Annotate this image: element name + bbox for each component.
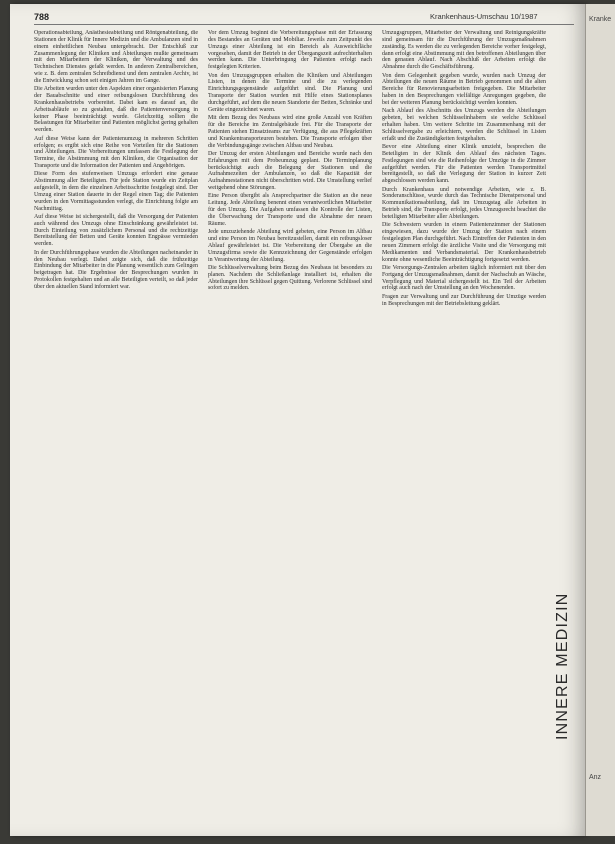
paragraph: Umzugsgruppen, Mitarbeiter der Verwaltung und Reinigungskräfte sind gemeinsam für die Durchführung der Umzugsmaßnahmen zuständig. Es werden die zu verlegenden Bereiche vorher festgelegt, dann erfolgt eine Abstimmung mit den betroffenen Abteilungen über den genauen Ablauf. Nach Abschluß der Arbeiten erfolgt die Abnahme durch die Geschäftsführung. <box>382 30 546 71</box>
adjacent-page-title-fragment: Kranke <box>589 16 612 23</box>
page-number: 788 <box>34 12 50 22</box>
adjacent-page-edge <box>585 4 615 836</box>
paragraph: Die Schwestern wurden in einem Patientenzimmer der Stationen eingewiesen, dazu wurde der Umzug der Station nach einem festgelegten Plan durchgeführt. Nach Eintreffen der Patienten in den neuen Zimmern erfolgt die ärztliche Visite und die Versorgung mit Medikamenten und Verbandsmaterial. Der Krankenhausbetrieb konnte ohne wesentliche Beeinträchtigung fortgesetzt werden. <box>382 222 546 263</box>
paragraph: Vor dem Umzug beginnt die Vorbereitungsphase mit der Erfassung des Bestandes an Geräten und Mobiliar. Jeweils zum Zeitpunkt des Umzugs einer Abteilung ist ein Bereich als Ausweichfläche vorgesehen, damit der Betrieb in der Übergangszeit aufrechterhalten werden kann. Die Unterbringung der Patienten erfolgt nach festgelegten Kriterien. <box>208 30 372 71</box>
paragraph: Nach Ablauf des Abschnitts des Umzugs werden die Abteilungen gebeten, bei welchen Schlüsselinhabern sie welche Schlüssel erhalten haben. Um weitere Schritte im Zusammenhang mit der Schlüsselvergabe zu erleichtern, werden die Schlüssel in Listen erfaßt und die Zuständigkeiten festgehalten. <box>382 108 546 142</box>
paragraph: Bevor eine Abteilung einer Klinik umzieht, besprechen die Beteiligten in der Klinik den Ablauf des nächsten Tages. Festlegungen sind wie die Reihenfolge der Umzüge in die Zimmer aufgeführt werden. Für die Patienten werden Transportmittel bereitgestellt, so daß die Verlegung der Station in kurzer Zeit abgeschlossen werden kann. <box>382 144 546 185</box>
running-head: Krankenhaus-Umschau 10/1987 <box>430 12 538 21</box>
header-rule <box>34 24 574 25</box>
paragraph: Fragen zur Verwaltung und zur Durchführung der Umzüge werden in Besprechungen mit der Betriebsleitung geklärt. <box>382 293 546 307</box>
paragraph: Diese Form des stufenweisen Umzugs erfordert eine genaue Abstimmung aller Beteiligten. Für jede Station wurde ein Zeitplan aufgestellt, in dem die einzelnen Arbeitsschritte festgelegt sind. Der Umzug einer Station dauerte in der Regel einen Tag; die Patienten wurden in den Vormittagsstunden verlegt, die Einrichtung folgte am Nachmittag. <box>34 171 198 212</box>
text-column-2 <box>208 30 372 818</box>
section-side-tab-label: INNERE MEDIZIN <box>554 592 571 740</box>
paragraph: Die Arbeiten wurden unter den Aspekten einer organisierten Planung der Bauabschnitte und einer reibungslosen Durchführung des Krankenhausbetriebs vorbereitet. Dabei kam es darauf an, die Arbeitsabläufe so zu gestalten, daß die Patientenversorgung in keiner Phase beeinträchtigt wurde. Gleichzeitig sollten die Belastungen für Mitarbeiter und Patienten möglichst gering gehalten werden. <box>34 86 198 134</box>
adjacent-page-side-fragment: Anz <box>589 774 602 781</box>
paragraph: Auf diese Weise kann der Patientenumzug in mehreren Schritten erfolgen; es ergibt sich eine Reihe von Vorteilen für die Stationen und Abteilungen. Die Vorbereitungen umfassen die Festlegung der Termine, die Abstimmung mit den Kliniken, die Organisation der Transporte und die Information der Patienten und Angehörigen. <box>34 135 198 170</box>
document-page <box>10 4 585 836</box>
text-columns <box>34 30 546 818</box>
paragraph: Von dem Gelegenheit gegeben wurde, wurden nach Umzug der Abteilungen die neuen Räume in Betrieb genommen und die alten Bereiche für Renovierungsarbeiten freigegeben. Die Mitarbeiter haben in den Besprechungen vielfältige Anregungen gegeben, die bei der weiteren Planung berücksichtigt werden konnten. <box>382 72 546 106</box>
paragraph: Operationsabteilung, Anästhesieabteilung und Röntgenabteilung, die Stationen der Klinik für Innere Medizin und die Ambulanzen sind in einem einheitlichen Neubau untergebracht. Der Entschluß zur Zusammenlegung der Kliniken und Abteilungen mußte gemeinsam mit den Mitarbeitern der Kliniken, der Verwaltung und des Technischen Dienstes gefaßt werden. In anderen Zentralbereichen, wie z. B. dem zentralen Schreibdienst und dem zentralen Archiv, ist die Entwicklung schon seit einigen Jahren im Gange. <box>34 30 198 84</box>
paragraph: Der Umzug der ersten Abteilungen und Bereiche wurde nach den Erfahrungen mit dem Probeumzug geplant. Die Terminplanung berücksichtigt auch die Belegung der Stationen und die Aufnahmezeiten der Ambulanzen, so daß die Kapazität der Aufnahmestationen nicht überschritten wird. Die Umstellung verlief weitgehend ohne Störungen. <box>208 150 372 192</box>
paragraph: Durch Krankenhaus und notwendige Arbeiten, wie z. B. Sonderanschlüsse, wurde durch das Technische Dienstpersonal und Kommunikationsabteilung, daß im Umzugstag alle Arbeiten in Betrieb sind, die Transporte erfolgt, jedes Umzugsrecht beachtet die beteiligten Mitarbeiter aller Abteilungen. <box>382 186 546 220</box>
paragraph: Auf diese Weise ist sichergestellt, daß die Versorgung der Patienten auch während des Umzugs ohne Einschränkung gewährleistet ist. Durch Einteilung von zusätzlichem Personal und die rechtzeitige Bereitstellung der Betten und Geräte konnten Engpässe vermieden werden. <box>34 213 198 248</box>
text-column-3 <box>382 30 546 818</box>
paragraph: Eine Person übergibt als Ansprechpartner die Station an die neue Leitung. Jede Abteilung benennt einen verantwortlichen Mitarbeiter für den Umzug. Die Aufgaben umfassen die Kontrolle der Listen, die Überwachung der Transporte und die Abnahme der neuen Räume. <box>208 193 372 227</box>
paragraph: Jede umzuziehende Abteilung wird gebeten, eine Person im Altbau und eine Person im Neubau bereitzustellen, damit ein reibungsloser Ablauf gewährleistet ist. Die Vorbereitung der Übergabe an die Umzugsfirma sowie die Kennzeichnung der Gegenstände erfolgen in Verantwortung der Abteilung. <box>208 229 372 263</box>
section-side-tab <box>550 30 574 820</box>
paragraph: Die Versorgungs-Zentralen arbeiten täglich informiert mit über den Fortgang der Umzugsmaßnahmen, damit der Nachschub an Wäsche, Verpflegung und Material sichergestellt ist. Ein Teil der Arbeiten erfolgt auch nach der Umstellung an den Wochenenden. <box>382 264 546 292</box>
paragraph: Mit dem Bezug des Neubaus wird eine große Anzahl von Kräften für die Bereiche im Zentralgebäude frei. Für die Transporte der Patienten stehen Einsatzteams zur Verfügung, die aus Pflegekräften und Krankentransporteuren bestehen. Die Transporte erfolgen über die Verbindungsgänge zwischen Altbau und Neubau. <box>208 115 372 149</box>
paragraph: Die Schlüsselverwaltung beim Bezug des Neubaus ist besonders zu planen. Nachdem die Schließanlage installiert ist, erhalten die Abteilungen ihre Schlüssel gegen Quittung. Verlorene Schlüssel sind sofort zu melden. <box>208 264 372 292</box>
paragraph: Von den Umzugsgruppen erhalten die Kliniken und Abteilungen Listen, in denen die Termine und die zu verlegenden Einrichtungsgegenstände aufgeführt sind. Die Planung und Transporte der Station wurden mit Hilfe eines Stationsplanes durchgeführt, auf dem die neuen Standorte der Betten, Schränke und Geräte eingezeichnet waren. <box>208 72 372 113</box>
paragraph: In der Durchführungsphase wurden die Abteilungen nacheinander in den Neubau verlegt. Dabei zeigte sich, daß die frühzeitige Einbindung der Mitarbeiter in die Planung wesentlich zum Gelingen beigetragen hat. Die Ergebnisse der Besprechungen wurden in Protokollen festgehalten und an alle Beteiligten verteilt, so daß jeder über den aktuellen Stand informiert war. <box>34 249 198 290</box>
text-column-1 <box>34 30 198 818</box>
